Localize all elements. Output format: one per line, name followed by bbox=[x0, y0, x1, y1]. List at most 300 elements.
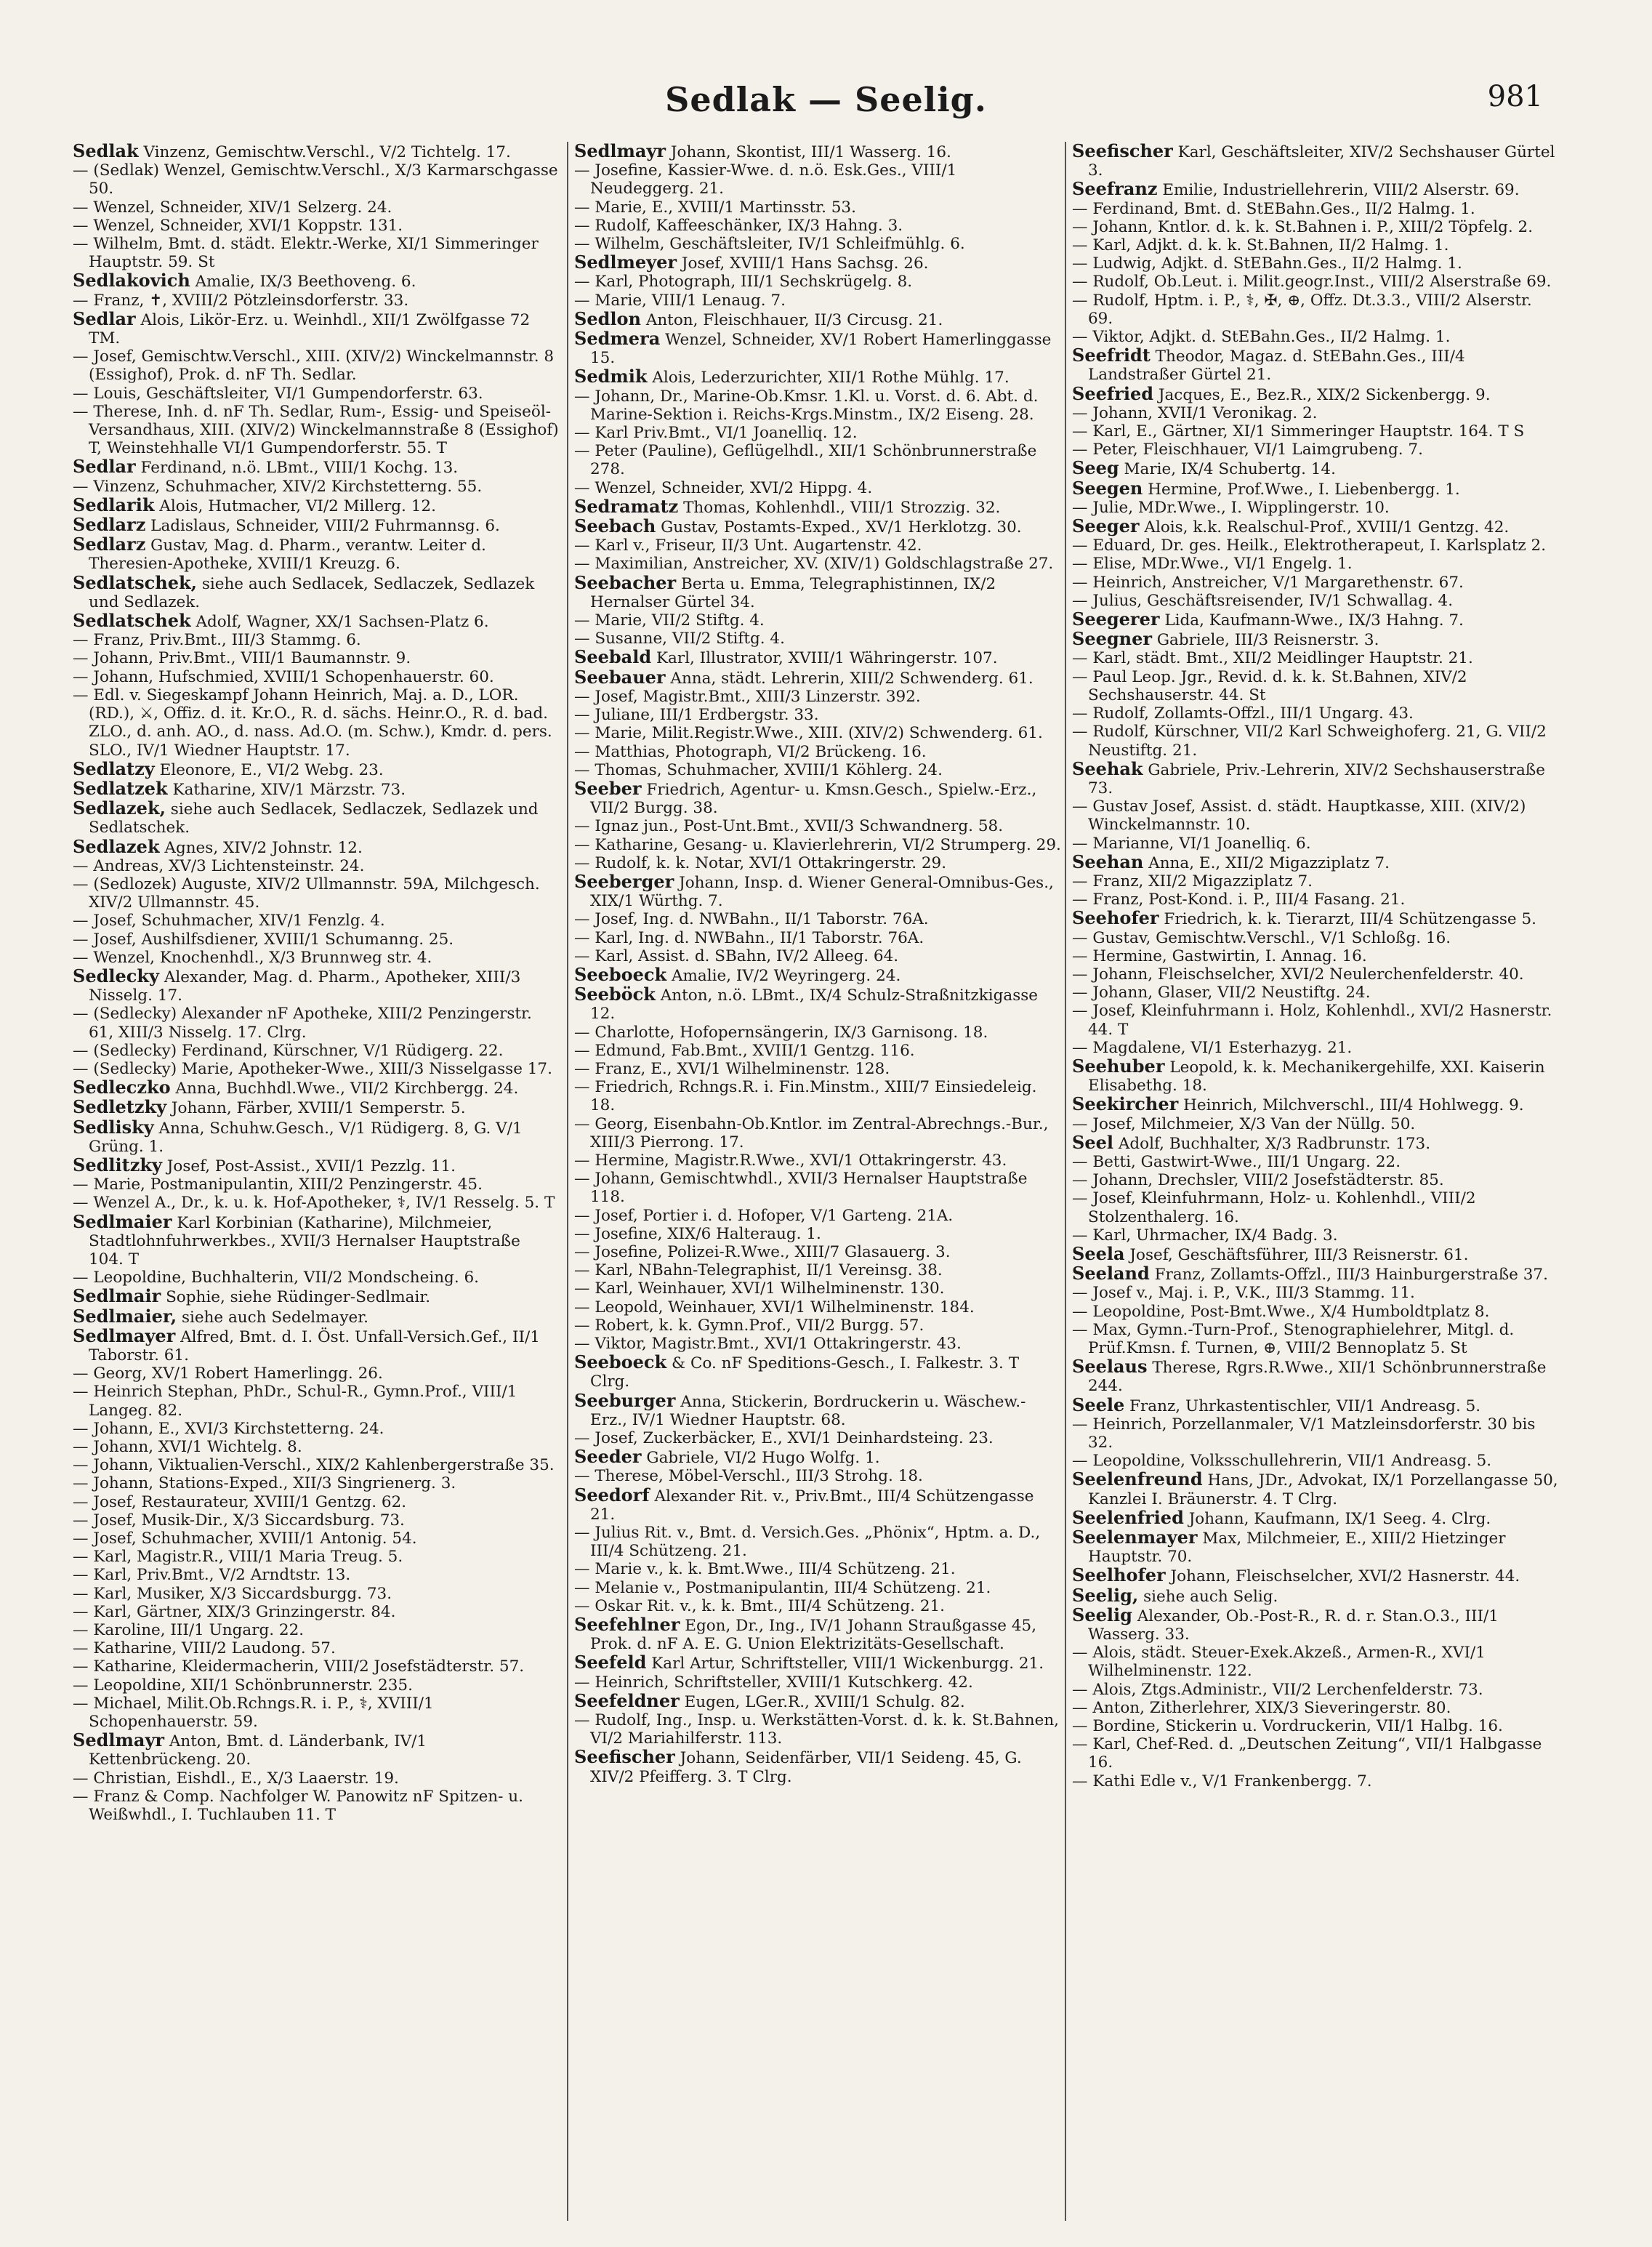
directory-entry bbox=[73, 1060, 560, 1078]
entry-details: — Marie, Postmanipulantin, XIII/2 Penzingerstr. 45. bbox=[73, 1175, 483, 1194]
directory-entry bbox=[574, 688, 1061, 706]
entry-details: — Franz, Post-Kond. i. P., III/4 Fasang. 21. bbox=[1072, 891, 1406, 909]
entry-surname: Sedlmayer bbox=[73, 1325, 176, 1346]
directory-entry bbox=[73, 779, 560, 799]
directory-entry bbox=[73, 1307, 560, 1327]
directory-entry bbox=[1072, 555, 1559, 573]
directory-entry bbox=[574, 1689, 1061, 1711]
entry-details: Amalie, IV/2 Weyringerg. 24. bbox=[672, 966, 901, 985]
entry-details: Friedrich, Agentur- u. Kmsn.Gesch., Spielw.-Erz., VII/2 Burgg. 38. bbox=[590, 780, 1037, 818]
directory-entry bbox=[1072, 891, 1559, 909]
entry-details: Alois, Lederzurichter, XII/1 Rothe Mühlg. 17. bbox=[652, 369, 1010, 387]
directory-entry bbox=[73, 799, 560, 837]
entry-surname: Sedlatschek, bbox=[73, 571, 197, 593]
column-divider bbox=[1065, 142, 1066, 2221]
entry-details: — Josefine, Kassier-Wwe. d. n.ö. Esk.Ges., VIII/1 Neudeggerg. 21. bbox=[574, 161, 957, 198]
entry-details: Alois, Likör-Erz. u. Weinhdl., XII/1 Zwölfgasse 72 TM. bbox=[89, 310, 531, 348]
directory-entry bbox=[73, 1566, 560, 1584]
directory-entry bbox=[574, 1317, 1061, 1335]
directory-entry bbox=[1072, 835, 1559, 853]
entry-details: — Heinrich Stephan, PhDr., Schul-R., Gymn.Prof., VIII/1 Langeg. 82. bbox=[73, 1383, 517, 1420]
directory-entry bbox=[574, 442, 1061, 478]
directory-entry bbox=[574, 329, 1061, 367]
directory-entry bbox=[574, 872, 1061, 910]
entry-details: — Leopold, Weinhauer, XVI/1 Wilhelminenstr. 184. bbox=[574, 1298, 975, 1317]
entry-details: Friedrich, k. k. Tierarzt, III/4 Schützengasse 5. bbox=[1164, 910, 1536, 929]
directory-entry bbox=[574, 985, 1061, 1023]
directory-entry bbox=[1072, 1528, 1559, 1566]
entry-details: Vinzenz, Gemischtw.Verschl., V/2 Tichtelg. 17. bbox=[143, 143, 511, 161]
entry-details: — Matthias, Photograph, VI/2 Brückeng. 16. bbox=[574, 742, 927, 761]
entry-details: — Marie, VIII/1 Lenaug. 7. bbox=[574, 291, 786, 310]
entry-details: — Johann, Dr., Marine-Ob.Kmsr. 1.Kl. u. Vorst. d. 6. Abt. d. Marine-Sektion i. Reichs-Krgs.Minstm., IX/2 Eiseng. 28. bbox=[574, 387, 1039, 424]
entry-details: Agnes, XIV/2 Johnstr. 12. bbox=[164, 838, 363, 857]
directory-entry bbox=[574, 1615, 1061, 1653]
directory-entry bbox=[574, 571, 1061, 611]
entry-details: — Karl, NBahn-Telegraphist, II/1 Vereinsg. 38. bbox=[574, 1261, 943, 1280]
directory-entry bbox=[73, 912, 560, 930]
entry-details: — Leopoldine, Buchhalterin, VII/2 Mondscheing. 6. bbox=[73, 1269, 479, 1287]
entry-details: Alfred, Bmt. d. I. Öst. Unfall-Versich.Gef., II/1 Taborstr. 61. bbox=[89, 1327, 540, 1364]
entry-details: — Viktor, Magistr.Bmt., XVI/1 Ottakringerstr. 43. bbox=[574, 1335, 962, 1353]
directory-entry bbox=[73, 1769, 560, 1788]
entry-surname: Seeburger bbox=[574, 1389, 676, 1411]
entry-surname: Sedlakovich bbox=[73, 270, 190, 292]
directory-entry bbox=[73, 1210, 560, 1269]
directory-entry bbox=[574, 1279, 1061, 1298]
directory-entry bbox=[1072, 328, 1559, 346]
directory-entry bbox=[574, 555, 1061, 573]
entry-surname: Sedlar bbox=[73, 307, 136, 329]
directory-entry bbox=[73, 686, 560, 760]
directory-entry bbox=[1072, 517, 1559, 536]
entry-details: Karl, Illustrator, XVIII/1 Währingerstr. 107. bbox=[656, 649, 998, 668]
entry-details: — Juliane, III/1 Erdbergstr. 33. bbox=[574, 706, 819, 725]
directory-entry bbox=[1072, 668, 1559, 704]
directory-entry bbox=[574, 910, 1061, 928]
entry-details: — Vinzenz, Schuhmacher, XIV/2 Kirchstetterng. 55. bbox=[73, 477, 483, 496]
entry-surname: Seehan bbox=[1072, 851, 1144, 872]
entry-surname: Sedlmair bbox=[73, 1285, 161, 1307]
entry-details: — Marie, Milit.Registr.Wwe., XIII. (XIV/2) Schwenderg. 61. bbox=[574, 724, 1043, 743]
directory-column-2 bbox=[574, 142, 1061, 2235]
entry-surname: Seela bbox=[1072, 1242, 1125, 1264]
entry-details: Egon, Dr., Ing., IV/1 Johann Straußgasse 45, Prok. d. nF A. E. G. Union Elektrizitäts-Gesellschaft. bbox=[590, 1617, 1037, 1654]
entry-details: — Johann, Kntlor. d. k. k. St.Bahnen i. P., XIII/2 Töpfelg. 2. bbox=[1072, 217, 1534, 236]
directory-entry bbox=[574, 1335, 1061, 1353]
directory-entry bbox=[73, 1731, 560, 1769]
directory-entry bbox=[1072, 422, 1559, 441]
directory-entry bbox=[73, 1585, 560, 1603]
entry-details: Gustav, Postamts-Exped., XV/1 Herklotzg. 30. bbox=[661, 518, 1022, 537]
entry-details: siehe auch Sedelmayer. bbox=[181, 1308, 369, 1327]
directory-entry bbox=[1072, 404, 1559, 422]
directory-entry bbox=[1072, 592, 1559, 610]
entry-details: — Karl Priv.Bmt., VI/1 Joanelliq. 12. bbox=[574, 424, 858, 443]
directory-entry bbox=[1072, 1321, 1559, 1357]
entry-details: — Gustav, Gemischtw.Verschl., V/1 Schloßg. 16. bbox=[1072, 928, 1451, 947]
entry-details: Gabriele, III/3 Reisnerstr. 3. bbox=[1156, 631, 1379, 650]
entry-details: — Karl, Photograph, III/1 Sechskrügelg. 8. bbox=[574, 273, 913, 292]
entry-details: — Maximilian, Anstreicher, XV. (XIV/1) Goldschlagstraße 27. bbox=[574, 555, 1054, 574]
directory-entry bbox=[1072, 499, 1559, 517]
entry-details: Katharine, XIV/1 Märzstr. 73. bbox=[172, 780, 406, 799]
entry-details: — Betti, Gastwirt-Wwe., III/1 Ungarg. 22. bbox=[1072, 1152, 1401, 1171]
directory-entry bbox=[73, 1156, 560, 1175]
entry-details: Anna, städt. Lehrerin, XIII/2 Schwenderg. 61. bbox=[670, 669, 1033, 688]
directory-entry bbox=[1072, 218, 1559, 236]
directory-entry bbox=[574, 1579, 1061, 1597]
directory-entry bbox=[574, 1024, 1061, 1042]
directory-entry bbox=[73, 1269, 560, 1287]
directory-entry bbox=[73, 1364, 560, 1383]
directory-entry bbox=[574, 536, 1061, 555]
entry-details: — Johann, Fleischselcher, XVI/2 Neulerchenfelderstr. 40. bbox=[1072, 965, 1524, 984]
directory-entry bbox=[1072, 1189, 1559, 1226]
directory-entry bbox=[1072, 1452, 1559, 1470]
entry-details: — Katharine, Kleidermacherin, VIII/2 Josefstädterstr. 57. bbox=[73, 1657, 525, 1676]
entry-surname: Seeboeck bbox=[574, 1351, 667, 1373]
directory-entry bbox=[1072, 965, 1559, 984]
entry-surname: Sedlmaier, bbox=[73, 1305, 177, 1327]
directory-entry bbox=[73, 631, 560, 649]
entry-details: — Karl, Musiker, X/3 Siccardsburgg. 73. bbox=[73, 1584, 392, 1603]
directory-entry bbox=[73, 1194, 560, 1212]
entry-surname: Seelig, bbox=[1072, 1584, 1139, 1606]
entry-details: — Therese, Inh. d. nF Th. Sedlar, Rum-, Essig- und Speiseöl-Versandhaus, XIII. (XIV/2) Winckelmannstraße 8 (Essighof) T, Weinstehhalle VI/1 Gumpendorferstr. 55. T bbox=[73, 402, 559, 458]
directory-entry bbox=[73, 857, 560, 875]
entry-details: Anton, n.ö. LBmt., IX/4 Schulz-Straßnitzkigasse 12. bbox=[590, 986, 1039, 1024]
entry-details: Eleonore, E., VI/2 Webg. 23. bbox=[159, 760, 384, 779]
entry-details: Adolf, Buchhalter, X/3 Radbrunstr. 173. bbox=[1118, 1134, 1431, 1153]
entry-details: — Karl, Adjkt. d. k. k. St.Bahnen, II/2 Halmg. 1. bbox=[1072, 236, 1449, 255]
entry-details: Wenzel, Schneider, XV/1 Robert Hamerlinggasse 15. bbox=[590, 331, 1052, 368]
entry-details: — Magdalene, VI/1 Esterhazyg. 21. bbox=[1072, 1038, 1353, 1057]
directory-entry bbox=[1072, 1415, 1559, 1452]
directory-entry bbox=[574, 1447, 1061, 1467]
directory-entry bbox=[1072, 929, 1559, 947]
entry-details: — Michael, Milit.Ob.Rchngs.R. i. P., ⚕, XVIII/1 Schopenhauerstr. 59. bbox=[73, 1694, 434, 1732]
directory-entry bbox=[73, 1639, 560, 1657]
directory-entry bbox=[574, 253, 1061, 273]
entry-details: — Rudolf, k. k. Notar, XVI/1 Ottakringerstr. 29. bbox=[574, 853, 947, 872]
directory-entry bbox=[574, 198, 1061, 217]
directory-entry bbox=[73, 1657, 560, 1676]
directory-entry bbox=[73, 457, 560, 477]
directory-entry bbox=[574, 1653, 1061, 1673]
entry-details: — Marie v., k. k. Bmt.Wwe., III/4 Schützeng. 21. bbox=[574, 1560, 956, 1579]
entry-details: Johann, Skontist, III/1 Wasserg. 16. bbox=[670, 143, 951, 161]
entry-surname: Sedramatz bbox=[574, 495, 679, 517]
entry-surname: Seebach bbox=[574, 515, 656, 537]
entry-surname: Sedlak bbox=[73, 142, 139, 161]
directory-entry bbox=[574, 1486, 1061, 1524]
entry-details: — Melanie v., Postmanipulantin, III/4 Schützeng. 21. bbox=[574, 1578, 991, 1597]
directory-entry bbox=[1072, 649, 1559, 667]
entry-surname: Seefischer bbox=[1072, 142, 1173, 161]
directory-entry bbox=[574, 817, 1061, 835]
entry-details: — Peter (Pauline), Geflügelhdl., XII/1 Schönbrunnerstraße 278. bbox=[574, 442, 1037, 479]
directory-entry bbox=[73, 198, 560, 217]
entry-details: — Georg, XV/1 Robert Hamerlingg. 26. bbox=[73, 1364, 383, 1383]
page-header bbox=[0, 80, 1652, 131]
entry-details: Anna, Schuhw.Gesch., V/1 Rüdigerg. 8, G. V/1 Grüng. 1. bbox=[89, 1119, 523, 1156]
entry-surname: Seeboeck bbox=[574, 963, 667, 985]
entry-surname: Seeder bbox=[574, 1446, 642, 1468]
entry-surname: Seelenfreund bbox=[1072, 1468, 1203, 1490]
entry-details: — Rudolf, Kaffeeschänker, IX/3 Hahng. 3. bbox=[574, 216, 903, 235]
entry-details: — Josef, Schuhmacher, XVIII/1 Antonig. 54. bbox=[73, 1530, 417, 1548]
entry-details: — Wilhelm, Bmt. d. städt. Elektr.-Werke, XI/1 Simmeringer Hauptstr. 59. St bbox=[73, 235, 539, 272]
entry-details: — Edl. v. Siegeskampf Johann Heinrich, Maj. a. D., LOR. (RD.), ⚔, Offiz. d. it. Kr.O., R. d. sächs. Heinr.O., R. d. bad. ZLO., d. anh. AO., d. nass. Ad.O. (m. Schw.), Kmdr. d. pers. SLO., IV/1 Wiedner Hauptstr. 17. bbox=[73, 686, 552, 760]
directory-entry bbox=[574, 1560, 1061, 1578]
entry-surname: Seelenmayer bbox=[1072, 1527, 1198, 1548]
entry-details: — Katharine, VIII/2 Laudong. 57. bbox=[73, 1639, 336, 1658]
entry-details: Josef, Post-Assist., XVII/1 Pezzlg. 11. bbox=[166, 1157, 456, 1175]
directory-entry bbox=[1072, 757, 1559, 797]
directory-entry bbox=[73, 611, 560, 631]
entry-details: — Georg, Eisenbahn-Ob.Kntlor. im Zentral-Abrechngs.-Bur., XIII/3 Pierrong. 17. bbox=[574, 1114, 1049, 1151]
directory-entry bbox=[73, 535, 560, 573]
directory-entry bbox=[574, 1261, 1061, 1279]
entry-details: — Wilhelm, Geschäftsleiter, IV/1 Schleifmühlg. 6. bbox=[574, 235, 965, 254]
directory-entry bbox=[1072, 346, 1559, 384]
entry-details: siehe auch Selig. bbox=[1143, 1587, 1278, 1606]
directory-entry bbox=[1072, 872, 1559, 891]
entry-details: Anna, Buchhdl.Wwe., VII/2 Kirchbergg. 24. bbox=[175, 1080, 519, 1098]
directory-entry bbox=[1072, 1039, 1559, 1057]
entry-details: — Alois, städt. Steuer-Exek.Akzeß., Armen-R., XVI/1 Wilhelminenstr. 122. bbox=[1072, 1644, 1486, 1681]
directory-entry bbox=[1072, 1153, 1559, 1171]
entry-surname: Seele bbox=[1072, 1394, 1125, 1415]
entry-details: Max, Milchmeier, E., XIII/2 Hietzinger Hauptstr. 70. bbox=[1088, 1530, 1506, 1567]
entry-surname: Sedmik bbox=[574, 366, 648, 387]
column-divider bbox=[567, 142, 568, 2221]
entry-details: — (Sedlecky) Ferdinand, Kürschner, V/1 Rüdigerg. 22. bbox=[73, 1041, 504, 1060]
directory-entry bbox=[574, 1042, 1061, 1060]
entry-details: Anna, E., XII/2 Migazziplatz 7. bbox=[1148, 853, 1390, 872]
directory-entry bbox=[73, 1548, 560, 1566]
entry-surname: Seeberger bbox=[574, 870, 674, 892]
directory-entry bbox=[574, 1673, 1061, 1692]
entry-details: — Julius, Geschäftsreisender, IV/1 Schwallag. 4. bbox=[1072, 591, 1454, 610]
entry-details: — Karl, Chef-Red. d. „Deutschen Zeitung“, VII/1 Halbgasse 16. bbox=[1072, 1735, 1542, 1772]
entry-details: Johann, Insp. d. Wiener General-Omnibus-Ges., XIX/1 Würthg. 7. bbox=[590, 873, 1054, 911]
entry-surname: Sedlarik bbox=[73, 494, 155, 515]
entry-details: — Josef, Magistr.Bmt., XIII/3 Linzerstr. 392. bbox=[574, 687, 921, 706]
directory-entry bbox=[73, 1327, 560, 1364]
directory-entry bbox=[1072, 180, 1559, 199]
entry-surname: Seehak bbox=[1072, 757, 1143, 779]
directory-entry bbox=[574, 854, 1061, 872]
entry-surname: Seelaus bbox=[1072, 1356, 1148, 1378]
directory-entry bbox=[574, 947, 1061, 965]
entry-details: — Wenzel, Schneider, XIV/1 Selzerg. 24. bbox=[73, 198, 392, 217]
entry-surname: Seelenfried bbox=[1072, 1506, 1184, 1528]
entry-details: — Josef v., Maj. i. P., V.K., III/3 Stammg. 11. bbox=[1072, 1284, 1415, 1303]
entry-details: Anna, Stickerin, Bordruckerin u. Wäschew.-Erz., IV/1 Wiedner Hauptstr. 68. bbox=[590, 1392, 1026, 1429]
entry-details: — Kathi Edle v., V/1 Frankenbergg. 7. bbox=[1072, 1772, 1372, 1790]
entry-details: — Bordine, Stickerin u. Vordruckerin, VII/1 Halbg. 16. bbox=[1072, 1717, 1503, 1736]
entry-details: Eugen, LGer.R., XVIII/1 Schulg. 82. bbox=[684, 1692, 965, 1711]
directory-entry bbox=[1072, 1242, 1559, 1264]
entry-details: — Edmund, Fab.Bmt., XVIII/1 Gentzg. 116. bbox=[574, 1041, 915, 1060]
entry-details: Alois, k.k. Realschul-Prof., XVIII/1 Gentzg. 42. bbox=[1144, 518, 1510, 537]
directory-entry bbox=[574, 1115, 1061, 1151]
directory-entry bbox=[1072, 441, 1559, 459]
directory-entry bbox=[73, 307, 560, 348]
entry-details: — Ludwig, Adjkt. d. StEBahn.Ges., II/2 Halmg. 1. bbox=[1072, 254, 1462, 273]
directory-entry bbox=[1072, 853, 1559, 872]
entry-details: — Josef, Zuckerbäcker, E., XVI/1 Deinhardsteing. 23. bbox=[574, 1429, 994, 1448]
directory-entry bbox=[574, 1353, 1061, 1391]
entry-details: — Josefine, Polizei-R.Wwe., XIII/7 Glasauerg. 3. bbox=[574, 1242, 951, 1261]
directory-entry bbox=[1072, 1303, 1559, 1321]
directory-entry bbox=[574, 779, 1061, 817]
entry-details: — Rudolf, Ob.Leut. i. Milit.geogr.Inst., VIII/2 Alserstraße 69. bbox=[1072, 273, 1552, 292]
directory-entry bbox=[1072, 704, 1559, 723]
directory-entry bbox=[1072, 382, 1559, 404]
entry-surname: Sedmera bbox=[574, 328, 661, 350]
page-number: 981 bbox=[1487, 80, 1543, 113]
directory-entry bbox=[1072, 459, 1559, 478]
directory-entry bbox=[1072, 1606, 1559, 1644]
entry-details: — Elise, MDr.Wwe., VI/1 Engelg. 1. bbox=[1072, 555, 1353, 574]
directory-entry bbox=[1072, 723, 1559, 759]
entry-surname: Seehuber bbox=[1072, 1055, 1165, 1077]
directory-entry bbox=[73, 1493, 560, 1511]
entry-surname: Sedlar bbox=[73, 456, 136, 478]
entry-surname: Seeger bbox=[1072, 515, 1140, 537]
entry-surname: Seebacher bbox=[574, 571, 677, 593]
entry-details: — Susanne, VII/2 Stiftg. 4. bbox=[574, 630, 785, 648]
entry-details: — Karl, Magistr.R., VIII/1 Maria Treug. 5. bbox=[73, 1548, 403, 1567]
directory-entry bbox=[1072, 273, 1559, 291]
entry-details: — Heinrich, Porzellanmaler, V/1 Matzleinsdorferstr. 30 bis 32. bbox=[1072, 1415, 1536, 1452]
directory-entry bbox=[73, 949, 560, 967]
entry-details: — Friedrich, Rchngs.R. i. Fin.Minstm., XIII/7 Einsiedeleig. 18. bbox=[574, 1078, 1037, 1115]
entry-details: Johann, Seidenfärber, VII/1 Seideng. 45, G. XIV/2 Pfeifferg. 3. T Clrg. bbox=[590, 1749, 1022, 1786]
directory-entry bbox=[574, 761, 1061, 779]
directory-entry bbox=[73, 967, 560, 1005]
entry-surname: Seegerer bbox=[1072, 608, 1160, 630]
entry-surname: Sedleczko bbox=[73, 1077, 171, 1098]
entry-details: Alexander Rit. v., Priv.Bmt., III/4 Schützengasse 21. bbox=[590, 1487, 1034, 1524]
entry-details: — Eduard, Dr. ges. Heilk., Elektrotherapeut, I. Karlsplatz 2. bbox=[1072, 536, 1547, 555]
entry-details: — Wenzel, Schneider, XVI/2 Hippg. 4. bbox=[574, 478, 873, 497]
entry-surname: Seebald bbox=[574, 646, 652, 668]
entry-details: — Julius Rit. v., Bmt. d. Versich.Ges. „Phönix“, Hptm. a. D., III/4 Schützeng. 21. bbox=[574, 1524, 1041, 1561]
entry-details: — Andreas, XV/3 Lichtensteinstr. 24. bbox=[73, 856, 365, 875]
entry-details: Thomas, Kohlenhdl., VIII/1 Strozzig. 32. bbox=[683, 498, 1001, 517]
directory-entry bbox=[1072, 236, 1559, 254]
entry-details: — (Sedlozek) Auguste, XIV/2 Ullmannstr. 59A, Milchgesch. XIV/2 Ullmannstr. 45. bbox=[73, 875, 540, 912]
entry-details: — Rudolf, Ing., Insp. u. Werkstätten-Vorst. d. k. k. St.Bahnen, VI/2 Mariahilferstr. 113. bbox=[574, 1711, 1060, 1748]
entry-details: Josef, Geschäftsführer, III/3 Reisnerstr. 61. bbox=[1129, 1245, 1469, 1264]
entry-details: — Josef, Musik-Dir., X/3 Siccardsburg. 73. bbox=[73, 1511, 405, 1530]
directory-entry bbox=[574, 1467, 1061, 1485]
entry-details: Johann, Fleischselcher, XVI/2 Hasnerstr. 44. bbox=[1170, 1567, 1520, 1586]
directory-entry bbox=[1072, 797, 1559, 834]
directory-entry bbox=[73, 1530, 560, 1548]
directory-entry bbox=[73, 1695, 560, 1731]
entry-surname: Seegen bbox=[1072, 477, 1143, 499]
directory-entry bbox=[73, 1603, 560, 1621]
directory-entry bbox=[574, 1298, 1061, 1317]
entry-surname: Sedlecky bbox=[73, 965, 159, 986]
directory-column-3 bbox=[1072, 142, 1559, 2235]
entry-details: — Leopoldine, Post-Bmt.Wwe., X/4 Humboldtplatz 8. bbox=[1072, 1302, 1490, 1321]
entry-details: — Johann, Glaser, VII/2 Neustiftg. 24. bbox=[1072, 984, 1371, 1002]
directory-entry bbox=[73, 142, 560, 161]
directory-entry bbox=[73, 1287, 560, 1306]
directory-entry bbox=[574, 1078, 1061, 1114]
directory-entry bbox=[1072, 1057, 1559, 1095]
entry-details: — Heinrich, Anstreicher, V/1 Margarethenstr. 67. bbox=[1072, 573, 1464, 592]
entry-details: Franz, Zollamts-Offzl., III/3 Hainburgerstraße 37. bbox=[1154, 1266, 1548, 1285]
directory-entry bbox=[73, 515, 560, 535]
entry-surname: Sedletzky bbox=[73, 1096, 167, 1118]
page-title: Sedlak — Seelig. bbox=[665, 80, 987, 119]
directory-entry bbox=[1072, 142, 1559, 180]
directory-entry bbox=[574, 1170, 1061, 1206]
entry-details: — Wenzel A., Dr., k. u. k. Hof-Apotheker, ⚕, IV/1 Resselg. 5. T bbox=[73, 1194, 555, 1213]
entry-details: Ferdinand, n.ö. LBmt., VIII/1 Kochg. 13. bbox=[140, 459, 459, 478]
directory-entry bbox=[574, 1243, 1061, 1261]
entry-surname: Seelhofer bbox=[1072, 1564, 1166, 1586]
entry-details: Gabriele, VI/2 Hugo Wolfg. 1. bbox=[646, 1449, 880, 1468]
entry-details: Hermine, Prof.Wwe., I. Liebenbergg. 1. bbox=[1148, 480, 1460, 499]
directory-entry bbox=[574, 648, 1061, 667]
directory-entry bbox=[574, 1207, 1061, 1225]
directory-entry bbox=[73, 1511, 560, 1530]
directory-entry bbox=[1072, 574, 1559, 592]
directory-entry bbox=[574, 611, 1061, 630]
entry-details: Josef, XVIII/1 Hans Sachsg. 26. bbox=[681, 254, 929, 273]
entry-details: — Josef, Schuhmacher, XIV/1 Fenzlg. 4. bbox=[73, 912, 385, 930]
entry-details: — Ferdinand, Bmt. d. StEBahn.Ges., II/2 Halmg. 1. bbox=[1072, 199, 1475, 218]
entry-details: Ladislaus, Schneider, VIII/2 Fuhrmannsg. 6. bbox=[150, 517, 500, 536]
entry-surname: Seel bbox=[1072, 1131, 1113, 1153]
entry-details: Amalie, IX/3 Beethoveng. 6. bbox=[195, 273, 416, 292]
entry-surname: Sedlatzy bbox=[73, 757, 155, 779]
entry-details: — Marianne, VI/1 Joanelliq. 6. bbox=[1072, 834, 1311, 853]
directory-entry bbox=[574, 1391, 1061, 1429]
directory-entry bbox=[73, 161, 560, 198]
directory-entry bbox=[73, 1005, 560, 1041]
entry-details: — Josef, Milchmeier, X/3 Van der Nüllg. 50. bbox=[1072, 1114, 1416, 1133]
entry-surname: Seefridt bbox=[1072, 345, 1151, 366]
directory-entry bbox=[73, 930, 560, 949]
directory-entry bbox=[1072, 610, 1559, 630]
entry-details: Gustav, Mag. d. Pharm., verantw. Leiter d. Theresien-Apotheke, XVIII/1 Kreuzg. 6. bbox=[89, 536, 486, 574]
directory-entry bbox=[73, 1175, 560, 1194]
entry-details: — Franz, XII/2 Migazziplatz 7. bbox=[1072, 872, 1313, 891]
entry-surname: Seefischer bbox=[574, 1746, 675, 1768]
directory-entry bbox=[574, 161, 1061, 198]
directory-entry bbox=[73, 1621, 560, 1639]
entry-details: — Viktor, Adjkt. d. StEBahn.Ges., II/2 Halmg. 1. bbox=[1072, 328, 1451, 347]
directory-entry bbox=[73, 403, 560, 458]
directory-entry bbox=[1072, 1002, 1559, 1038]
entry-details: — Josef, Ing. d. NWBahn., II/1 Taborstr. 76A. bbox=[574, 910, 929, 929]
directory-entry bbox=[1072, 909, 1559, 928]
entry-surname: Seeber bbox=[574, 777, 642, 799]
directory-entry bbox=[73, 1676, 560, 1695]
entry-surname: Sedlmaier bbox=[73, 1210, 172, 1232]
entry-details: siehe auch Sedlacek, Sedlaczek, Sedlazek und Sedlazek. bbox=[89, 574, 535, 611]
directory-entry bbox=[1072, 479, 1559, 499]
